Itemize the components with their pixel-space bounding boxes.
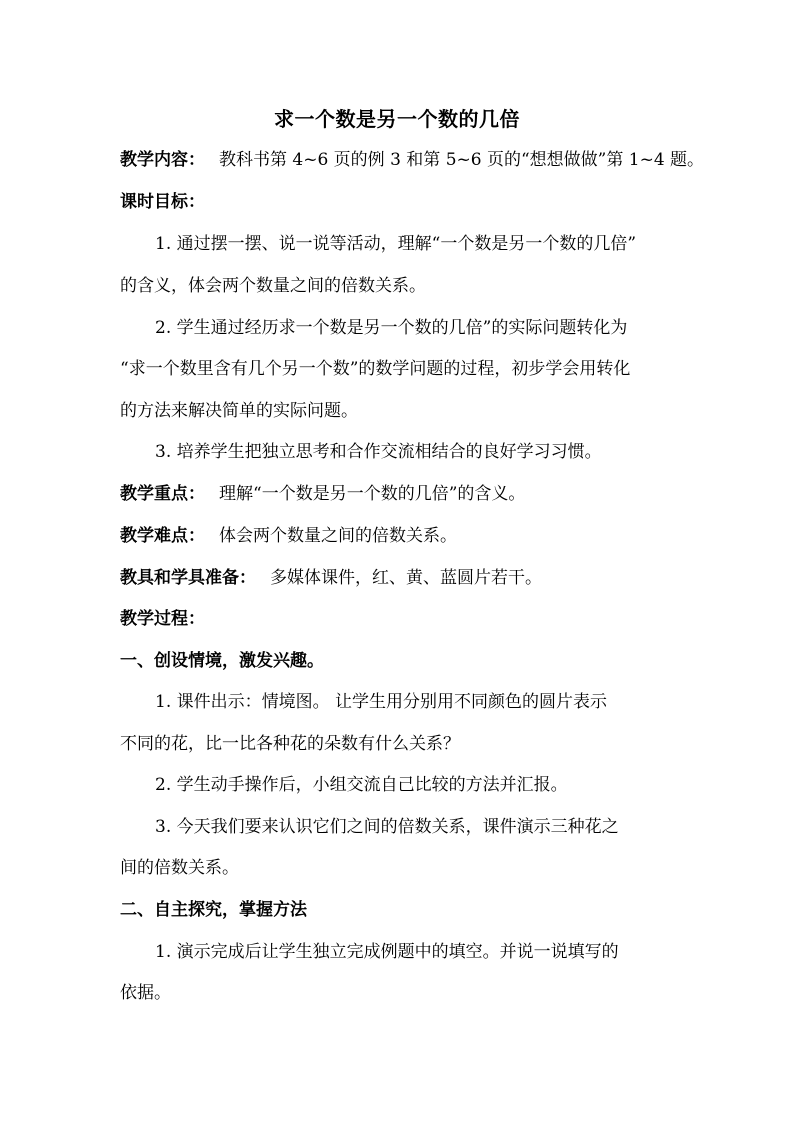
section-2-item-1-line-2: 依据。 (120, 983, 171, 1003)
section-1-item-3-line-1: 3. 今天我们要来认识它们之间的倍数关系，课件演示三种花之 (155, 817, 619, 837)
materials-text: 多媒体课件，红、黄、蓝圆片若干。 (270, 568, 542, 588)
teaching-content (120, 148, 705, 172)
key-point-text: 理解“一个数是另一个数的几倍”的含义。 (219, 484, 526, 504)
goal-1-line-2: 的含义，体会两个数量之间的倍数关系。 (120, 276, 426, 296)
section-1-item-2-line-1: 2. 学生动手操作后，小组交流自己比较的方法并汇报。 (155, 775, 568, 795)
key-point (120, 482, 690, 506)
section-1-heading: 一、创设情境，激发兴趣。 (120, 651, 324, 671)
section-1-item-3-line-2: 间的倍数关系。 (120, 858, 239, 878)
section-1-item-1-line-1: 1. 课件出示：情境图。 让学生用分别用不同颜色的圆片表示 (155, 692, 608, 712)
process-label: 教学过程： (120, 609, 205, 629)
goal-3-line-1: 3. 培养学生把独立思考和合作交流相结合的良好学习习惯。 (155, 442, 602, 462)
key-point-label: 教学重点： (120, 484, 205, 504)
lesson-goals-label: 课时目标： (120, 192, 205, 212)
teaching-content-text: 教科书第 4~6 页的例 3 和第 5~6 页的“想想做做”第 1~4 题。 (219, 150, 705, 170)
page-title: 求一个数是另一个数的几倍 (274, 107, 520, 131)
materials-label: 教具和学具准备： (120, 568, 256, 588)
difficulty-label: 教学难点： (120, 526, 205, 546)
section-2-heading: 二、自主探究，掌握方法 (120, 900, 307, 920)
difficulty (120, 524, 690, 548)
materials (120, 566, 690, 590)
goal-2-line-3: 的方法来解决简单的实际问题。 (120, 401, 358, 421)
goal-2-line-1: 2. 学生通过经历求一个数是另一个数的几倍”的实际问题转化为 (155, 318, 628, 338)
goal-1-line-1: 1. 通过摆一摆、说一说等活动，理解“一个数是另一个数的几倍” (155, 234, 637, 254)
goal-2-line-2: “求一个数里含有几个另一个数”的数学问题的过程，初步学会用转化 (120, 359, 631, 379)
difficulty-text: 体会两个数量之间的倍数关系。 (219, 526, 457, 546)
teaching-content-label: 教学内容： (120, 150, 205, 170)
section-2-item-1-line-1: 1. 演示完成后让学生独立完成例题中的填空。并说一说填写的 (155, 942, 619, 962)
section-1-item-1-line-2: 不同的花，比一比各种花的朵数有什么关系？ (120, 734, 460, 754)
